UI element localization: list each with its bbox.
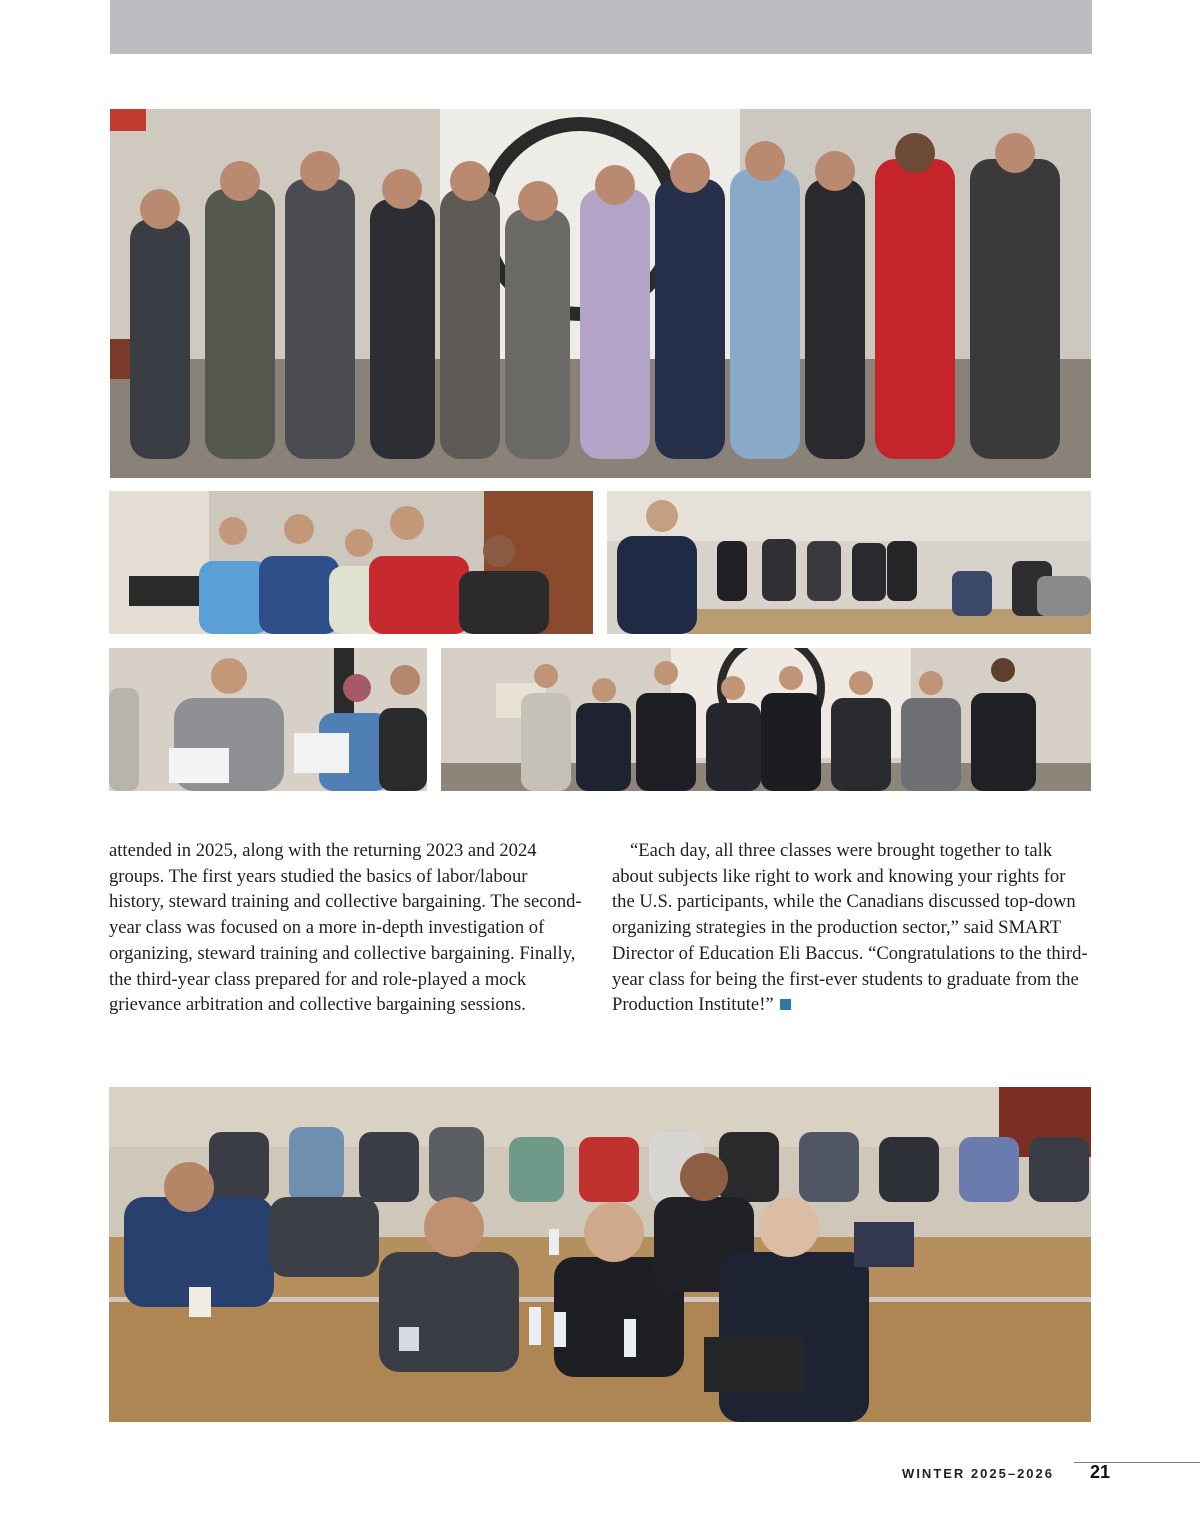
group-photo-raised-fists — [110, 109, 1091, 478]
footer-issue-label: WINTER 2025–2026 — [902, 1466, 1054, 1481]
right-column-paragraph — [612, 838, 1090, 1018]
top-bar — [110, 0, 1092, 54]
end-of-article-mark — [780, 999, 791, 1010]
left-column-paragraph: attended in 2025, along with the returning 2023 and 2024 groups. The first years studied the basics of labor/labour history, steward training and collective bargaining. The second-year class was focused on a more in-depth investigation of organizing, steward training and collective bargaining. Finally, the third-year class prepared for and role-played a mock grievance arbitration and collective bargaining sessions. — [109, 840, 582, 1016]
classroom-audience-photo — [109, 1087, 1091, 1422]
presenter-meeting-room-photo — [607, 491, 1091, 634]
body-text-right-column — [612, 838, 1090, 1018]
participants-reviewing-papers-photo — [109, 648, 427, 791]
body-text-left-column — [109, 838, 587, 1018]
right-column-text: “Each day, all three classes were brought together to talk about subjects like right to work and knowing your rights for the U.S. participants, while the Canadians discussed top-down organizing strategies in the production sector,” said SMART Director of Education Eli Baccus. “Congratulations to the third-year class for being the first-ever students to graduate from the Production Institute!” — [612, 840, 1088, 1016]
page-number: 21 — [1090, 1462, 1111, 1482]
graduating-class-photo — [441, 648, 1091, 791]
attendees-standing-photo — [109, 491, 593, 634]
